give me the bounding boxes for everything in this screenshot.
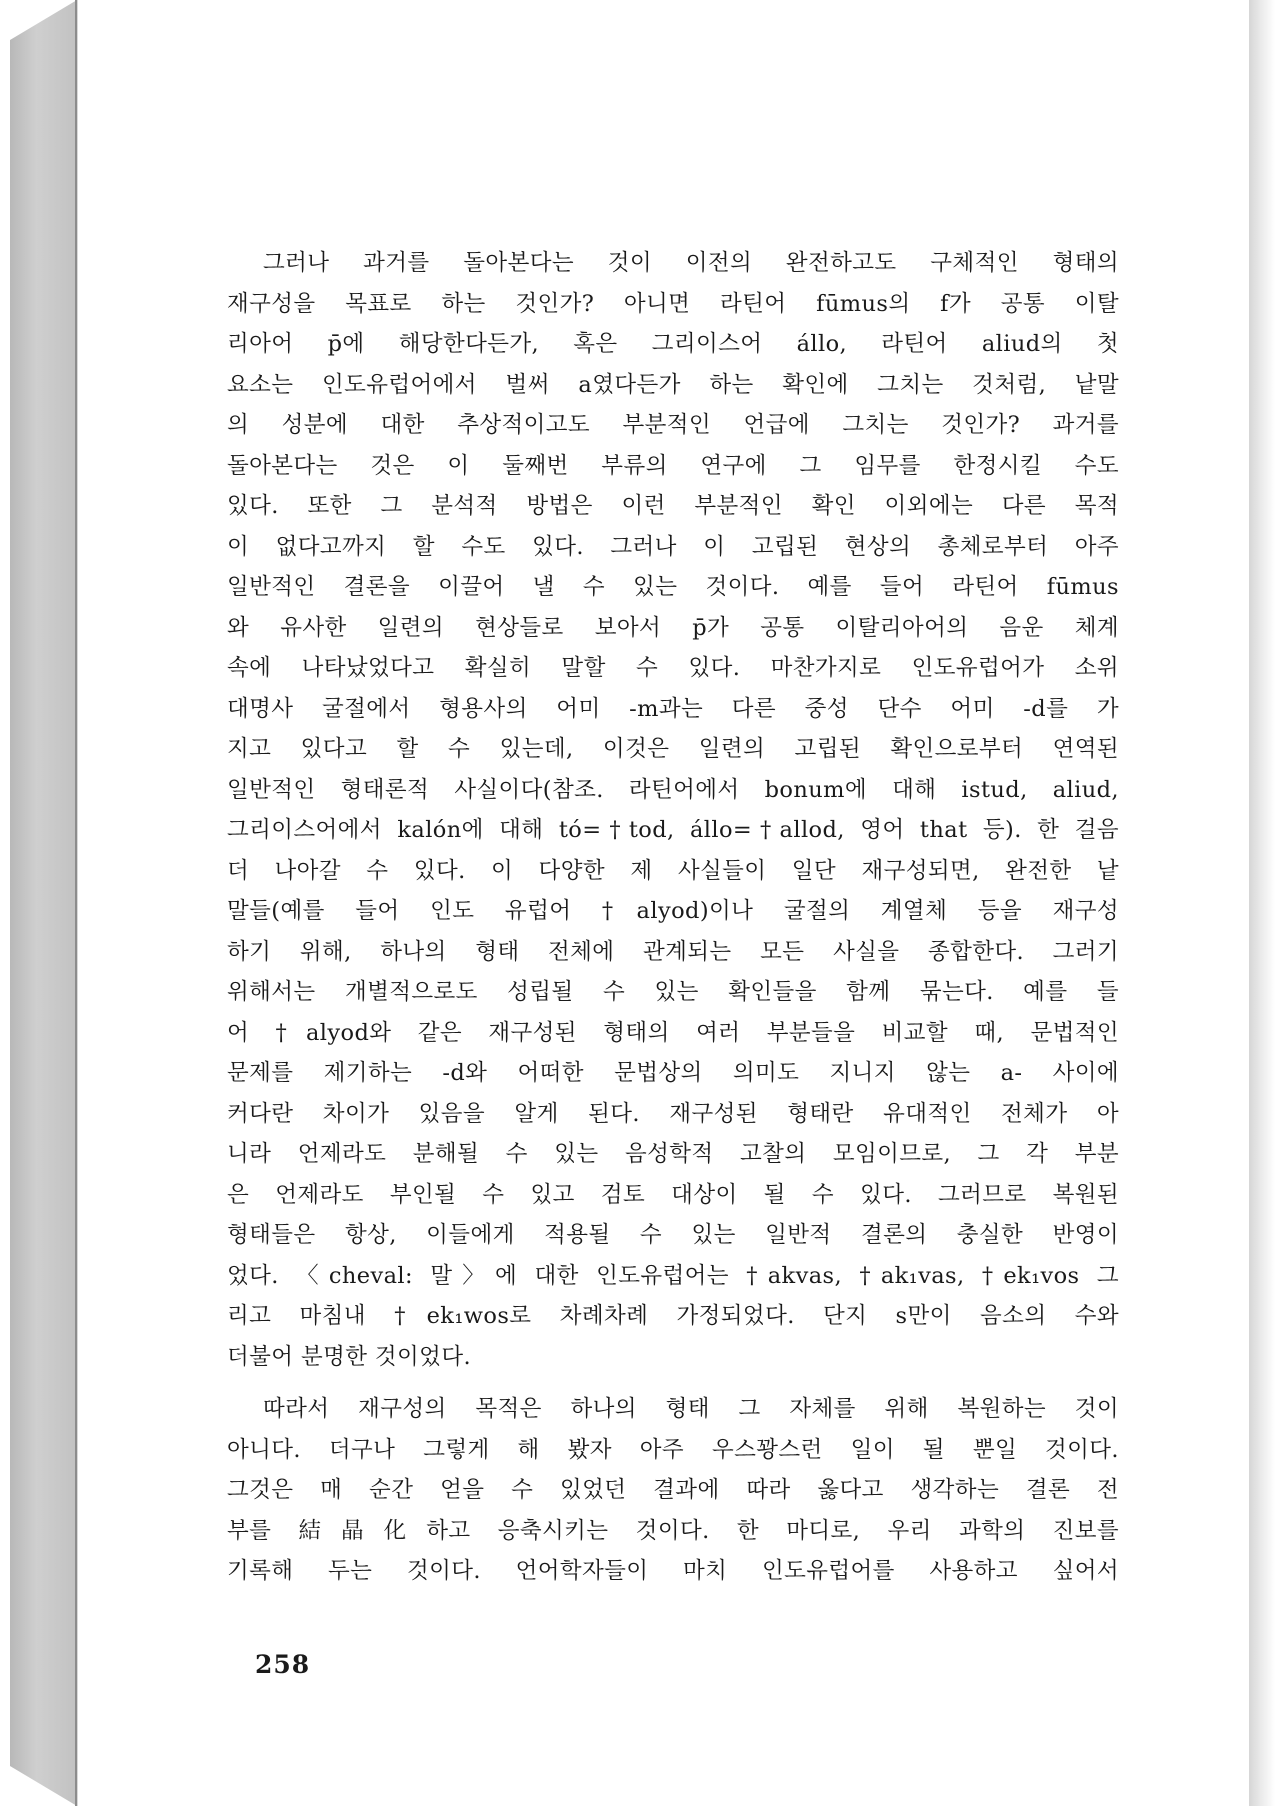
text-line: 그러나 과거를 돌아본다는 것이 이전의 완전하고도 구체적인 형태의 xyxy=(263,250,1119,276)
text-line: 리고 마침내 †ek₁wos로 차례차례 가정되었다. 단지 s만이 음소의 수와 xyxy=(227,1303,1119,1329)
body-text xyxy=(227,243,1119,1592)
text-line: 문제를 제기하는 -d와 어떠한 문법상의 의미도 지니지 않는 a- 사이에 xyxy=(227,1060,1119,1086)
page-number: 258 xyxy=(255,1650,311,1679)
text-line: 은 언제라도 부인될 수 있고 검토 대상이 될 수 있다. 그러므로 복원된 xyxy=(227,1181,1119,1208)
text-line: 재구성을 목표로 하는 것인가? 아니면 라틴어 fūmus의 f가 공통 이탈 xyxy=(227,290,1119,317)
text-line: 말들(예를 들어 인도 유럽어 †alyod)이나 굴절의 계열체 등을 재구성 xyxy=(227,898,1119,924)
text-line: 와 유사한 일련의 현상들로 보아서 p̄가 공통 이탈리아어의 음운 체계 xyxy=(227,614,1119,641)
text-line: 대명사 굴절에서 형용사의 어미 -m과는 다른 중성 단수 어미 -d를 가 xyxy=(227,695,1119,722)
paragraph-1 xyxy=(227,243,1119,1377)
book-spine xyxy=(10,0,77,1806)
text-line: 속에 나타났었다고 확실히 말할 수 있다. 마찬가지로 인도유럽어가 소위 xyxy=(227,655,1119,681)
text-line: 이 없다고까지 할 수도 있다. 그러나 이 고립된 현상의 총체로부터 아주 xyxy=(227,533,1119,560)
text-line: 아니다. 더구나 그렇게 해 봤자 아주 우스꽝스런 일이 될 뿐일 것이다. xyxy=(227,1436,1119,1463)
text-line: 그것은 매 순간 얻을 수 있었던 결과에 따라 옳다고 생각하는 결론 전 xyxy=(227,1477,1119,1503)
text-line: 더 나아갈 수 있다. 이 다양한 제 사실들이 일단 재구성되면, 완전한 낱 xyxy=(227,857,1119,884)
text-line: 의 성분에 대한 추상적이고도 부분적인 언급에 그치는 것인가? 과거를 xyxy=(227,412,1119,438)
text-line: 부를 結晶化하고 응축시키는 것이다. 한 마디로, 우리 과학의 진보를 xyxy=(227,1517,1119,1544)
text-line: 었다. 〈cheval: 말〉에 대한 인도유럽어는 †akvas, †ak₁vas, †ek₁vos 그 xyxy=(227,1262,1119,1289)
text-line: 니라 언제라도 분해될 수 있는 음성학적 고찰의 모임이므로, 그 각 부분 xyxy=(227,1141,1119,1167)
text-line: 리아어 p̄에 해당한다든가, 혹은 그리이스어 állo, 라틴어 aliud의 첫 xyxy=(227,331,1119,357)
text-line: 어 †alyod와 같은 재구성된 형태의 여러 부분들을 비교할 때, 문법적인 xyxy=(227,1019,1119,1046)
text-line: 기록해 두는 것이다. 언어학자들이 마치 인도유럽어를 사용하고 싶어서 xyxy=(227,1558,1119,1584)
text-line: 따라서 재구성의 목적은 하나의 형태 그 자체를 위해 복원하는 것이 xyxy=(263,1396,1119,1422)
page-edge-shadow xyxy=(1249,0,1275,1806)
text-line: 돌아본다는 것은 이 둘째번 부류의 연구에 그 임무를 한정시킬 수도 xyxy=(227,452,1119,479)
text-line: 그리이스어에서 kalón에 대해 tó=†tod, állo=†allod, 영어 that 등). 한 걸음 xyxy=(227,817,1119,843)
text-line: 더불어 분명한 것이었다. xyxy=(227,1343,472,1370)
text-line: 하기 위해, 하나의 형태 전체에 관계되는 모든 사실을 종합한다. 그러기 xyxy=(227,938,1119,965)
paragraph-2 xyxy=(227,1389,1119,1592)
text-line: 커다란 차이가 있음을 알게 된다. 재구성된 형태란 유대적인 전체가 아 xyxy=(227,1100,1119,1127)
text-line: 있다. 또한 그 분석적 방법은 이런 부분적인 확인 이외에는 다른 목적 xyxy=(227,493,1119,519)
text-line: 형태들은 항상, 이들에게 적용될 수 있는 일반적 결론의 충실한 반영이 xyxy=(227,1222,1119,1248)
text-line: 일반적인 형태론적 사실이다(참조. 라틴어에서 bonum에 대해 istud, aliud, xyxy=(227,776,1119,803)
text-line: 일반적인 결론을 이끌어 낼 수 있는 것이다. 예를 들어 라틴어 fūmus xyxy=(227,574,1119,600)
paragraph-spacing xyxy=(227,1377,1119,1389)
text-line: 위해서는 개별적으로도 성립될 수 있는 확인들을 함께 묶는다. 예를 들 xyxy=(227,979,1119,1005)
text-line: 요소는 인도유럽어에서 벌써 a였다든가 하는 확인에 그치는 것처럼, 낱말 xyxy=(227,371,1119,398)
text-line: 지고 있다고 할 수 있는데, 이것은 일련의 고립된 확인으로부터 연역된 xyxy=(227,736,1119,762)
